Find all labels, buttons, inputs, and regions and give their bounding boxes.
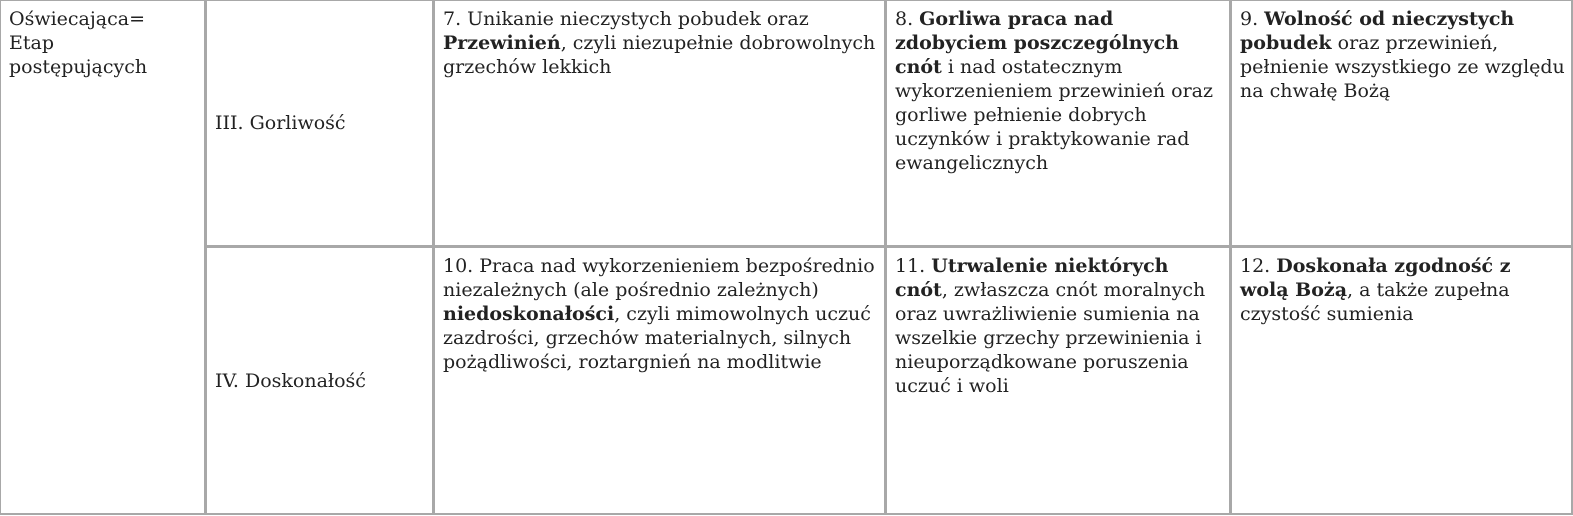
text-segment: , czyli mimowolnych uczuć zazdrości, grzechów materialnych, silnych pożądliwości, roztargnień na modlitwie — [443, 303, 871, 373]
text-segment: oraz przewinień, pełnienie wszystkiego ze względu na chwałę Bożą — [1240, 32, 1565, 102]
stage-name-line: postępujących — [9, 56, 148, 78]
text-segment: , a także zupełna czystość sumienia — [1240, 279, 1510, 325]
bold-text: Gorliwa praca nad zdobyciem poszczególnych cnót — [895, 8, 1179, 78]
level-cell: III. Gorliwość — [206, 0, 434, 247]
description-cell — [886, 0, 1231, 247]
text-segment: , zwłaszcza cnót moralnych oraz uwrażliwienie sumienia na wszelkie grzechy przewinienia i nieuporządkowane poruszenia uczuć i woli — [895, 279, 1206, 397]
bold-text: Przewinień — [443, 32, 561, 54]
level-cell: IV. Doskonałość — [206, 247, 434, 515]
bold-text: Doskonała zgodność z wolą Bożą — [1240, 255, 1511, 301]
table-row — [0, 247, 1573, 515]
stage-name-line: Etap — [9, 32, 54, 54]
text-segment: 7. Unikanie nieczystych pobudek oraz — [443, 8, 809, 30]
text-segment: 10. Praca nad wykorzenieniem bezpośrednio niezależnych (ale pośrednio zależnych) — [443, 255, 875, 301]
description-cell — [1231, 0, 1573, 247]
text-segment: 8. — [895, 8, 920, 30]
table-row — [0, 0, 1573, 247]
text-segment: i nad ostatecznym wykorzenieniem przewinień oraz gorliwe pełnienie dobrych uczynków i praktykowanie rad ewangelicznych — [895, 56, 1213, 174]
bold-text: Wolność od nieczystych pobudek — [1240, 8, 1515, 54]
description-cell — [886, 247, 1231, 515]
description-cell — [434, 247, 886, 515]
bold-text: Utrwalenie niektórych cnót — [895, 255, 1169, 301]
text-segment: , czyli niezupełnie dobrowolnych grzechów lekkich — [443, 32, 876, 78]
text-segment: 11. — [895, 255, 932, 277]
text-segment: 12. — [1240, 255, 1277, 277]
stage-name-cell — [0, 0, 206, 515]
description-cell — [434, 0, 886, 247]
text-segment: 9. — [1240, 8, 1265, 30]
stage-name-line: Oświecająca= — [9, 8, 145, 30]
bold-text: niedoskonałości — [443, 303, 615, 325]
description-cell — [1231, 247, 1573, 515]
